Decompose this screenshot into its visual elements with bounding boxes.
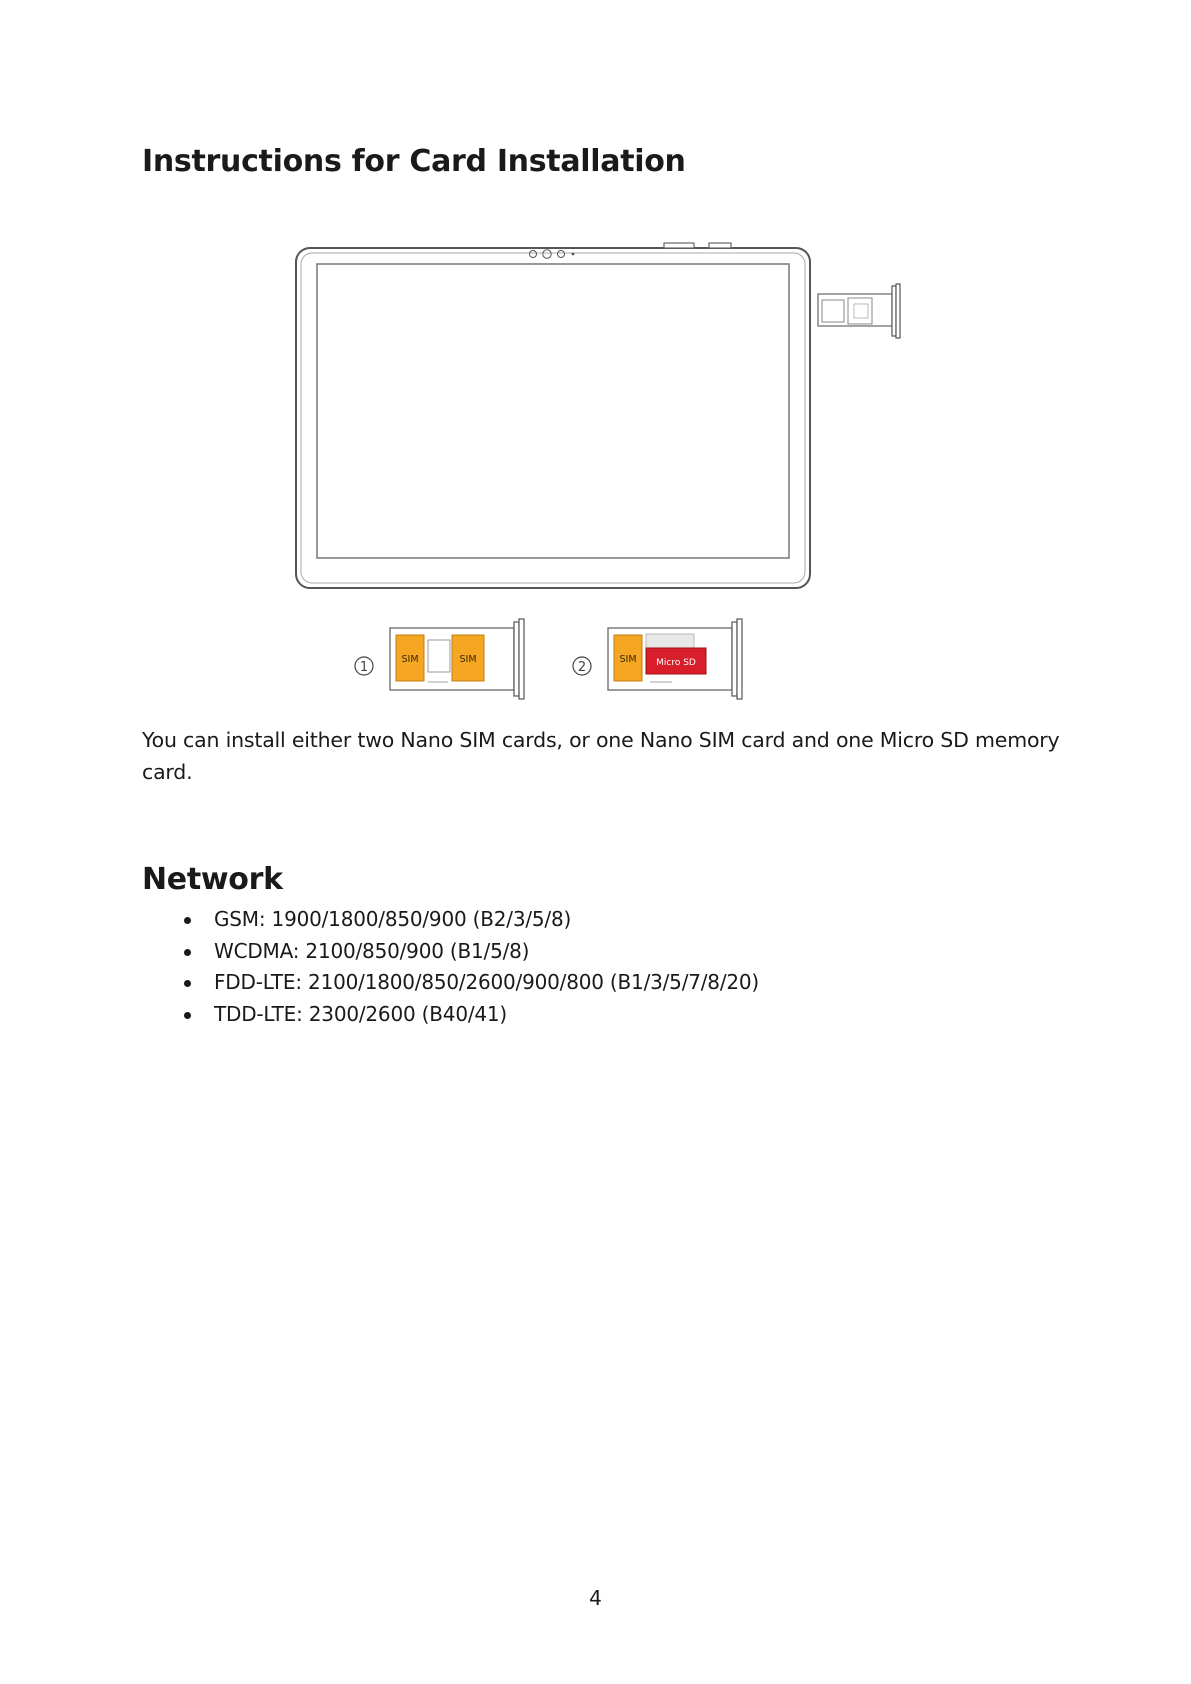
tray-option-1 [355,619,524,699]
micro-sd-label: Micro SD [656,658,696,668]
sim-label-a: SIM [619,654,637,665]
network-band-list [184,904,759,1030]
network-heading: Network [142,862,283,897]
page-title: Instructions for Card Installation [142,144,686,179]
card-installation-diagram [280,230,920,710]
installation-description: You can install either two Nano SIM cards, or one Nano SIM card and one Micro SD memory card. [142,728,1060,784]
ejected-card-tray [818,284,900,338]
list-item: FDD-LTE: 2100/1800/850/2600/900/800 (B1/3/5/7/8/20) [184,967,759,999]
sim-label-a: SIM [401,654,419,665]
page-number: 4 [589,1586,602,1610]
tray-option-2 [573,619,742,699]
list-item: WCDMA: 2100/850/900 (B1/5/8) [184,936,759,968]
option-2-number: 2 [577,660,587,675]
list-item: TDD-LTE: 2300/2600 (B40/41) [184,999,759,1031]
list-item: GSM: 1900/1800/850/900 (B2/3/5/8) [184,904,759,936]
sim-label-b: SIM [459,654,477,665]
tablet-illustration [296,243,810,588]
option-1-number: 1 [359,660,369,675]
